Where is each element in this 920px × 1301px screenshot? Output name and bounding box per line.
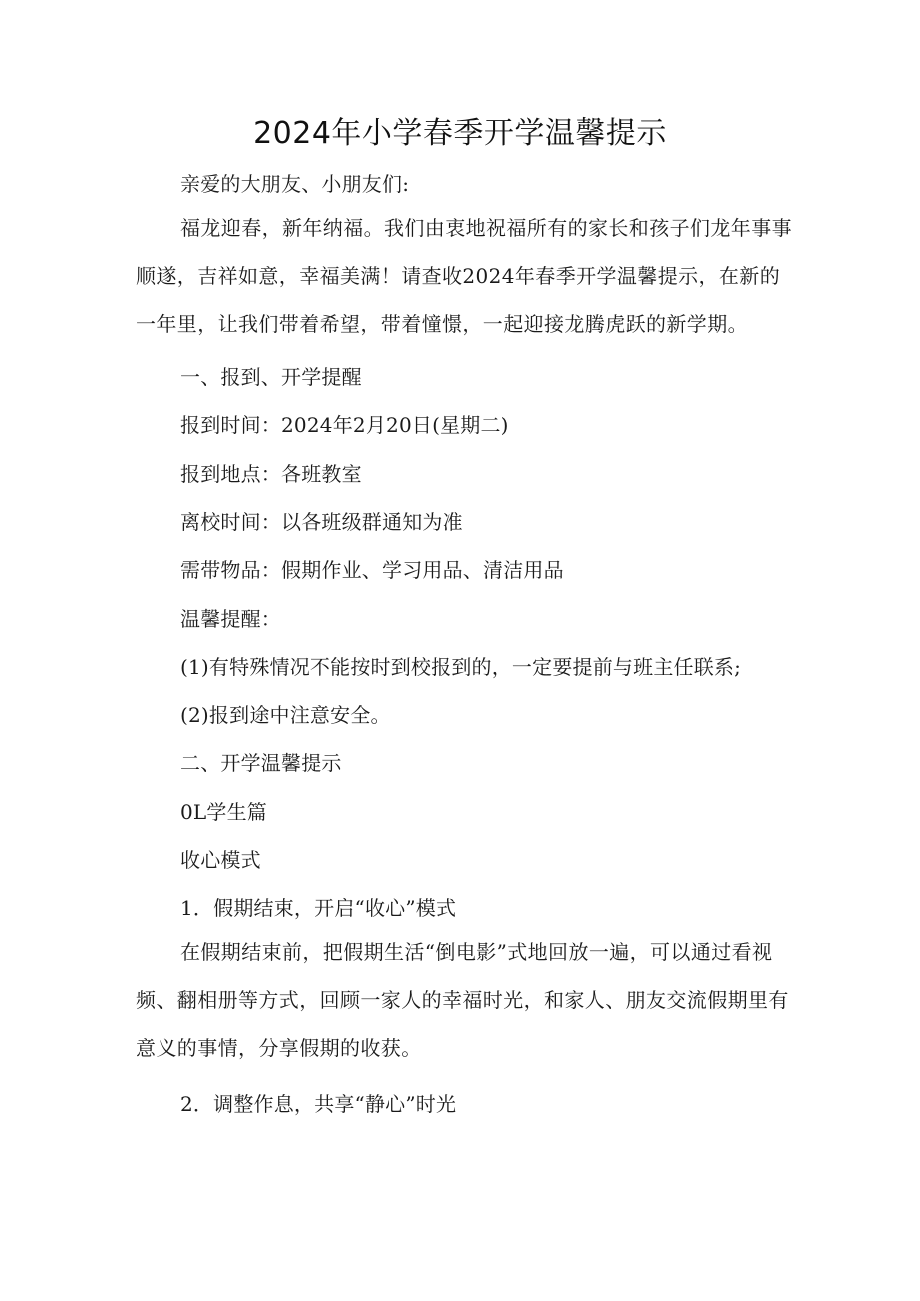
reminder-item-2: (2)报到途中注意安全。 <box>180 703 391 727</box>
report-time: 报到时间：2024年2月20日(星期二) <box>180 413 509 437</box>
mode-heading: 收心模式 <box>180 848 261 872</box>
section1-heading: 一、报到、开学提醒 <box>180 365 362 389</box>
item2-heading: 2．调整作息，共享“静心”时光 <box>180 1092 457 1116</box>
item1-heading: 1．假期结束，开启“收心”模式 <box>180 896 457 920</box>
student-section-heading: 0L学生篇 <box>180 800 268 824</box>
document-title: 2024年小学春季开学温馨提示 <box>253 116 667 151</box>
report-place: 报到地点：各班教室 <box>180 462 362 486</box>
section2-heading: 二、开学温馨提示 <box>180 751 342 775</box>
reminder-label: 温馨提醒： <box>180 607 281 631</box>
intro-paragraph: 福龙迎春，新年纳福。我们由衷地祝福所有的家长和孩子们龙年事事顺遂，吉祥如意，幸福美满！请查收2024年春季开学温馨提示，在新的一年里，让我们带着希望，带着憧憬，一起迎接龙腾虎跃的新学期。 <box>136 216 792 336</box>
leave-time: 离校时间：以各班级群通知为准 <box>180 510 463 534</box>
greeting: 亲爱的大朋友、小朋友们: <box>180 172 410 196</box>
item1-paragraph: 在假期结束前，把假期生活“倒电影”式地回放一遍，可以通过看视频、翻相册等方式，回顾一家人的幸福时光，和家人、朋友交流假期里有意义的事情，分享假期的收获。 <box>136 940 789 1060</box>
reminder-item-1: (1)有特殊情况不能按时到校报到的，一定要提前与班主任联系; <box>180 655 742 679</box>
items-needed: 需带物品：假期作业、学习用品、清洁用品 <box>180 558 564 582</box>
